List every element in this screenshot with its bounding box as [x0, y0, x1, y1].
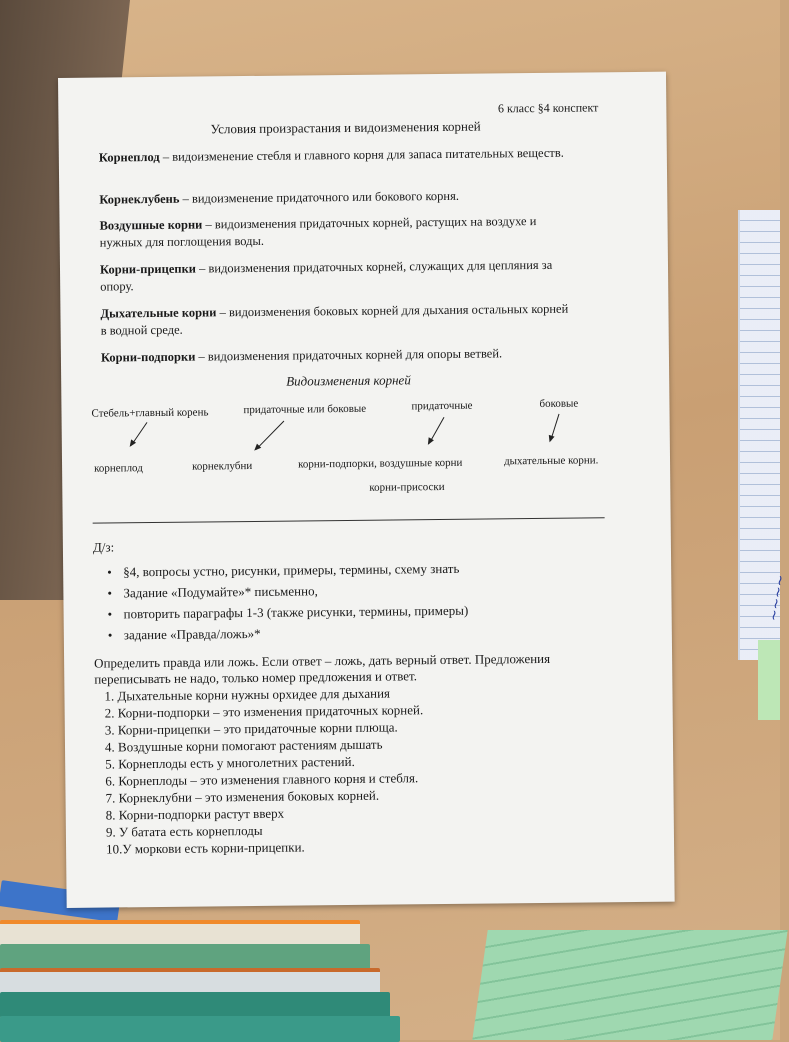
- arrow-4: [550, 414, 559, 441]
- term: Корнеплод: [98, 149, 160, 165]
- graph-paper-sheet: [738, 210, 789, 660]
- diagram-source-2: придаточные или боковые: [243, 402, 367, 417]
- homework-item: • §4, вопросы устно, рисунки, примеры, термины, схему знать: [99, 558, 468, 583]
- question-item: 4. Воздушные корни помогают растениям дышать: [104, 736, 383, 755]
- diagram-source-4: боковые: [539, 397, 579, 410]
- term: Воздушные корни: [99, 217, 203, 233]
- green-marker: [758, 640, 780, 720]
- book-4: [0, 992, 390, 1018]
- page-title: Условия произрастания и видоизменения корней: [210, 118, 481, 137]
- diagram-result-4: дыхательные корни.: [503, 454, 599, 468]
- diagram-result-5: корни-присоски: [369, 480, 445, 494]
- arrow-3: [429, 417, 445, 444]
- term: Корни-подпорки: [100, 349, 196, 365]
- question-item: 1. Дыхательные корни нужны орхидее для дыхания: [104, 685, 391, 704]
- instructions: Определить правда или ложь. Если ответ – ложь, дать верный ответ. Предложения переписывать не надо, только номер предложения и ответ.: [94, 650, 551, 687]
- definition-text: – видоизменения придаточных корней, служащих для цепляния за опору.: [100, 257, 553, 294]
- homework-item: • задание «Правда/ложь»*: [100, 621, 469, 646]
- question-item: 7. Корнеклубни – это изменения боковых корней.: [105, 787, 380, 806]
- term: Корнеклубень: [99, 191, 180, 207]
- worksheet-paper: [58, 72, 675, 908]
- definition-5: [100, 301, 570, 340]
- homework-label: Д/з:: [92, 539, 115, 555]
- diagram-source-3: придаточные: [411, 399, 473, 413]
- definition-3: [99, 213, 569, 252]
- definition-text: – видоизменение придаточного или бокового корня.: [179, 188, 460, 206]
- arrow-1: [131, 422, 148, 446]
- diagram-result-1: корнеплод: [94, 462, 143, 475]
- definition-4: [100, 257, 570, 296]
- definition-text: – видоизменения придаточных корней, растущих на воздухе и нужных для поглощения воды.: [99, 213, 537, 250]
- definition-text: – видоизменения придаточных корней для опоры ветвей.: [195, 346, 503, 364]
- divider-line: [93, 517, 605, 523]
- book-5: [0, 1016, 400, 1042]
- header-note: 6 класс §4 конспект: [497, 100, 599, 116]
- diagram-title: Видоизменения корней: [286, 372, 411, 389]
- question-list: [104, 684, 424, 857]
- definition-text: – видоизменение стебля и главного корня для запаса питательных веществ.: [159, 145, 564, 164]
- homework-item: • Задание «Подумайте»* письменно,: [99, 579, 468, 604]
- question-item: 5. Корнеплоды есть у многолетних растений.: [105, 753, 355, 772]
- question-item: 9. У батата есть корнеплоды: [105, 822, 263, 840]
- term: Дыхательные корни: [100, 305, 217, 321]
- homework-item: • повторить параграфы 1-3 (также рисунки, термины, примеры): [100, 600, 469, 625]
- term: Корни-прицепки: [99, 261, 197, 277]
- diagram-source-1: Стебель+главный корень: [91, 406, 209, 420]
- diagram-result-2: корнеклубни: [192, 459, 253, 473]
- question-item: 10.У моркови есть корни-прицепки.: [105, 839, 305, 857]
- question-item: 8. Корни-подпорки растут вверх: [105, 805, 285, 823]
- definition-1: [99, 145, 569, 167]
- definition-text: – видоизменения боковых корней для дыхания остальных корней в водной среде.: [100, 301, 569, 338]
- question-item: 2. Корни-подпорки – это изменения придаточных корней.: [104, 702, 424, 721]
- diagram-result-3: корни-подпорки, воздушные корни: [297, 456, 463, 471]
- definition-6: [101, 345, 571, 367]
- book-2: [0, 944, 370, 970]
- green-sticky-notes: [472, 930, 787, 1040]
- definition-2: [99, 187, 569, 209]
- homework-list: [99, 558, 469, 646]
- question-item: 6. Корнеплоды – это изменения главного корня и стебля.: [105, 770, 419, 789]
- question-item: 3. Корни-прицепки – это придаточные корни плюща.: [104, 719, 398, 738]
- arrow-2: [256, 421, 285, 450]
- handwriting-scribble: ~~~~: [765, 573, 789, 623]
